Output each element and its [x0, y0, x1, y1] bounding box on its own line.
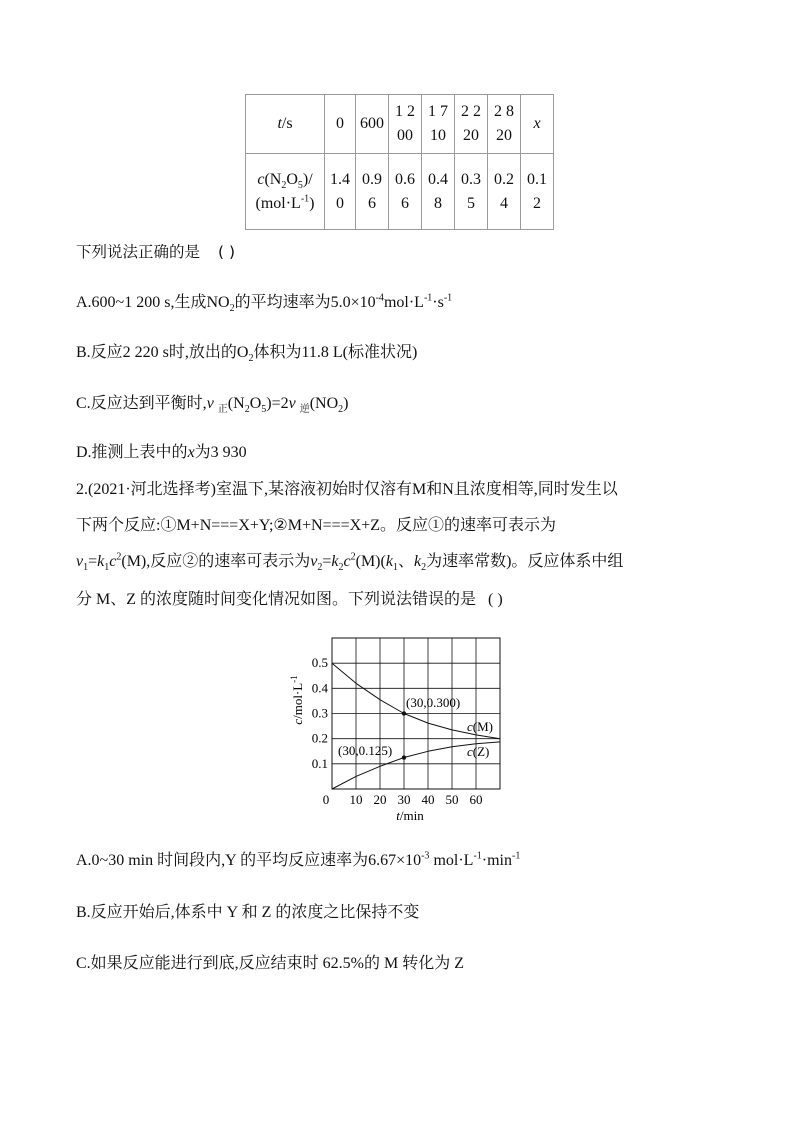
concentration-time-chart — [280, 630, 520, 830]
table-cell: 1 710 — [422, 95, 455, 154]
legend-m: c(M) — [467, 719, 493, 734]
annotation-z: (30,0.125) — [338, 743, 393, 758]
q1-option-d: D.推测上表中的x为3 930 — [76, 444, 247, 461]
x-tick-label: 30 — [397, 792, 411, 807]
q2-stem-line1: 2.(2021·河北选择考)室温下,某溶液初始时仅溶有M和N且浓度相等,同时发生以 — [76, 481, 618, 498]
table-cell: 0 — [325, 95, 356, 154]
y-tick-label: 0.4 — [311, 680, 328, 696]
x-tick-label: 10 — [349, 792, 363, 807]
q2-stem-line4: 分 M、Z 的浓度随时间变化情况如图。下列说法错误的是 ( ) — [76, 591, 503, 608]
y-tick-label: 0.5 — [311, 655, 328, 671]
table-cell: 2 220 — [455, 95, 488, 154]
table-cell: 0.48 — [422, 154, 455, 230]
y-tick-label: 0.2 — [311, 730, 328, 746]
x-tick-label: 50 — [445, 792, 459, 807]
legend-z: c(Z) — [467, 744, 490, 759]
x-tick-label: 20 — [373, 792, 387, 807]
table-cell: 0.12 — [521, 154, 554, 230]
q1-option-a: A.600~1 200 s,生成$NO_2$的平均速率为$5.0\times 10^{-4}mol\cdot L^{-1}\cdot s^{-1}$ — [76, 292, 453, 315]
table-row-time — [246, 95, 554, 154]
x-tick-label: 0 — [322, 792, 330, 807]
y-tick-label: 0.3 — [311, 705, 328, 721]
table-cell: 0.96 — [356, 154, 389, 230]
table-row-concentration — [246, 154, 554, 230]
concentration-table — [245, 94, 554, 230]
table-cell: 2 820 — [488, 95, 521, 154]
annotation-m: (30,0.300) — [406, 695, 461, 710]
q2-option-a: A.0~30 min 时间段内,Y 的平均反应速率为$6.67\times 10^{-3}$ $mol\cdot L^{-1}\cdot\min^{-1}$ — [76, 850, 521, 869]
y-tick-label: 0.1 — [311, 755, 328, 771]
q1-prompt: 下列说法正确的是 ( ) — [76, 243, 236, 261]
chart-x-label: t/min — [396, 808, 424, 823]
x-tick-label: 60 — [469, 792, 483, 807]
q2-stem-line2: 下两个反应:①M+N===X+Y;②M+N===X+Z。反应①的速率可表示为 — [76, 517, 557, 534]
q1-option-c: C.反应达到平衡时,v $_正(N_2O_5)=2v$ $_逆(NO_2)$ — [76, 395, 349, 416]
point-m-30 — [402, 711, 406, 715]
q2-option-b: B.反应开始后,体系中 Y 和 Z 的浓度之比保持不变 — [76, 904, 420, 921]
table-cell: 600 — [356, 95, 389, 154]
q2-stem-line3: $v_1=k_1c^2(M)$,反应②的速率可表示为$v_2=k_2c^2(M)(k_1$、$k_2$为速率常数)。反应体系中组 — [76, 551, 624, 574]
table-cell: 0.66 — [389, 154, 422, 230]
table-cell: x — [521, 95, 554, 154]
q2-option-c: C.如果反应能进行到底,反应结束时 62.5%的 M 转化为 Z — [76, 955, 465, 972]
q1-option-b: B.反应2 220 s时,放出的$O_2$体积为11.8 L(标准状况) — [76, 344, 418, 365]
table-cell: 0.24 — [488, 154, 521, 230]
table-header-concentration: $c(N_2O_5)/$ $(mol\cdot L^{-1})$ — [246, 154, 325, 230]
table-header-time: t/s — [246, 95, 325, 154]
table-cell: 1.40 — [325, 154, 356, 230]
table-cell: 1 200 — [389, 95, 422, 154]
point-z-30 — [402, 755, 406, 759]
chart-grid — [332, 638, 500, 789]
table-cell: 0.35 — [455, 154, 488, 230]
x-tick-label: 40 — [421, 792, 435, 807]
chart-y-label: $c/mol\cdot L^{-1}$ — [289, 675, 305, 725]
